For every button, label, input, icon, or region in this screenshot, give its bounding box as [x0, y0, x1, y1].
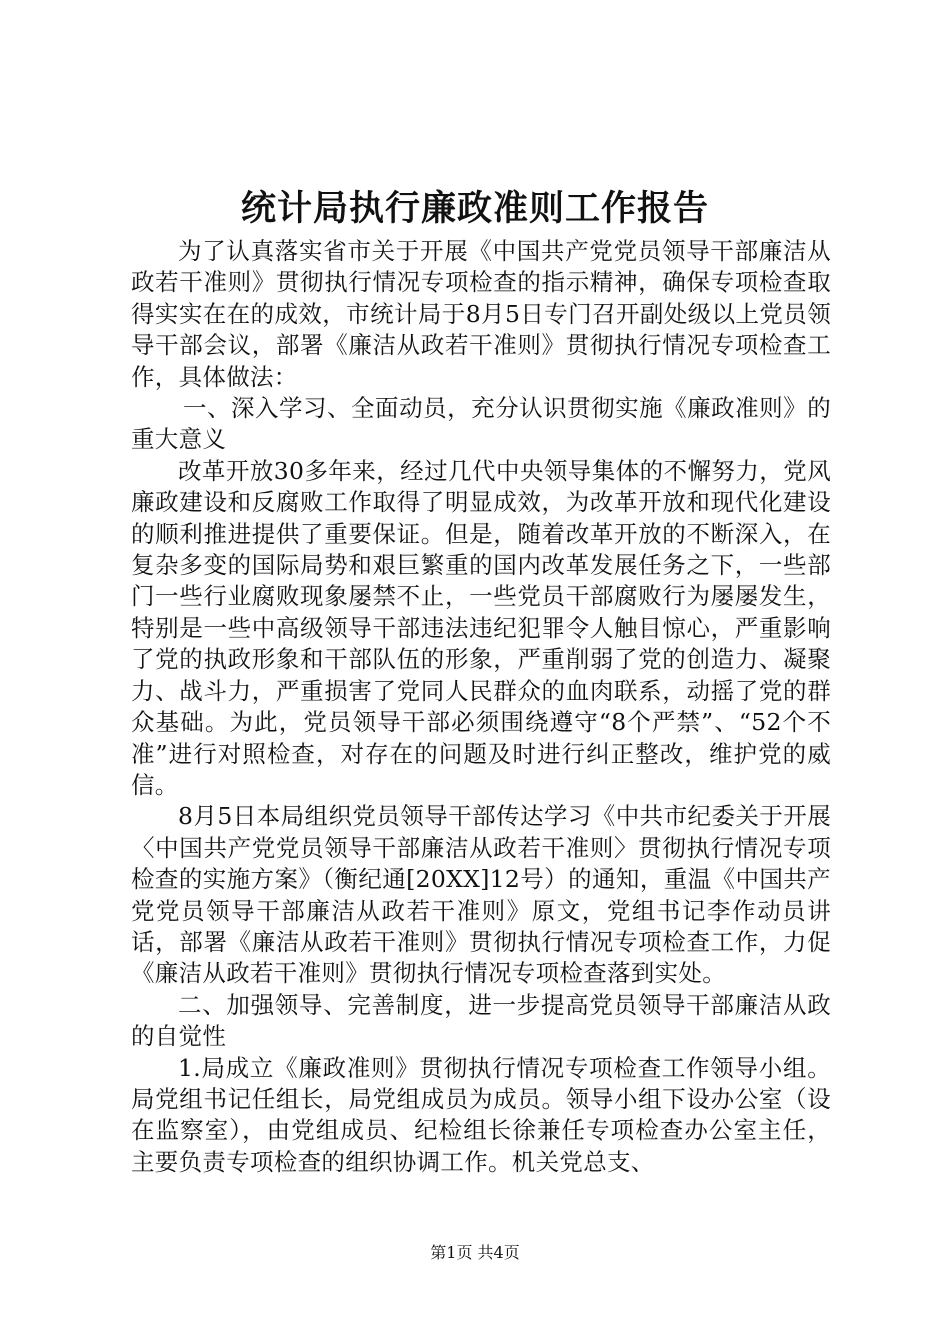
page-footer: 第1页 共4页 [430, 1243, 520, 1262]
paragraph-intro: 为了认真落实省市关于开展《中国共产党党员领导干部廉洁从政若干准则》贯彻执行情况专项检查的指示精神，确保专项检查取得实实在在的成效，市统计局于8月5日专门召开副处级以上党员领导干部会议，部署《廉洁从政若干准则》贯彻执行情况专项检查工作，具体做法： [131, 237, 831, 391]
paragraph-leadership-group: 1.局成立《廉政准则》贯彻执行情况专项检查工作领导小组。局党组书记任组长，局党组成员为成员。领导小组下设办公室（设在监察室），由党组成员、纪检组长徐兼任专项检查办公室主任，主要负责专项检查的组织协调工作。机关党总支、 [131, 1053, 831, 1176]
section-heading-2: 二、加强领导、完善制度，进一步提高党员领导干部廉洁从政的自觉性 [131, 990, 831, 1051]
paragraph-background: 改革开放30多年来，经过几代中央领导集体的不懈努力，党风廉政建设和反腐败工作取得了明显成效，为改革开放和现代化建设的顺利推进提供了重要保证。但是，随着改革开放的不断深入，在复杂多变的国际局势和艰巨繁重的国内改革发展任务之下，一些部门一些行业腐败现象屡禁不止，一些党员干部腐败行为屡屡发生，特别是一些中高级领导干部违法违纪犯罪令人触目惊心，严重影响了党的执政形象和干部队伍的形象，严重削弱了党的创造力、凝聚力、战斗力，严重损害了党同人民群众的血肉联系，动摇了党的群众基础。为此，党员领导干部必须围绕遵守“8个严禁”、“52个不准”进行对照检查，对存在的问题及时进行纠正整改，维护党的威信。 [131, 456, 831, 799]
paragraph-meeting: 8月5日本局组织党员领导干部传达学习《中共市纪委关于开展〈中国共产党党员领导干部廉洁从政若干准则〉贯彻执行情况专项检查的实施方案》（衡纪通[20XX]12号）的通知，重温《中国共产党党员领导干部廉洁从政若干准则》原文，党组书记李作动员讲话，部署《廉洁从政若干准则》贯彻执行情况专项检查工作，力促《廉洁从政若干准则》贯彻执行情况专项检查落到实处。 [131, 802, 831, 988]
document-body [131, 236, 831, 1178]
document-title: 统计局执行廉政准则工作报告 [240, 188, 709, 229]
section-heading-1: 一、深入学习、全面动员，充分认识贯彻实施《廉政准则》的重大意义 [131, 394, 831, 454]
